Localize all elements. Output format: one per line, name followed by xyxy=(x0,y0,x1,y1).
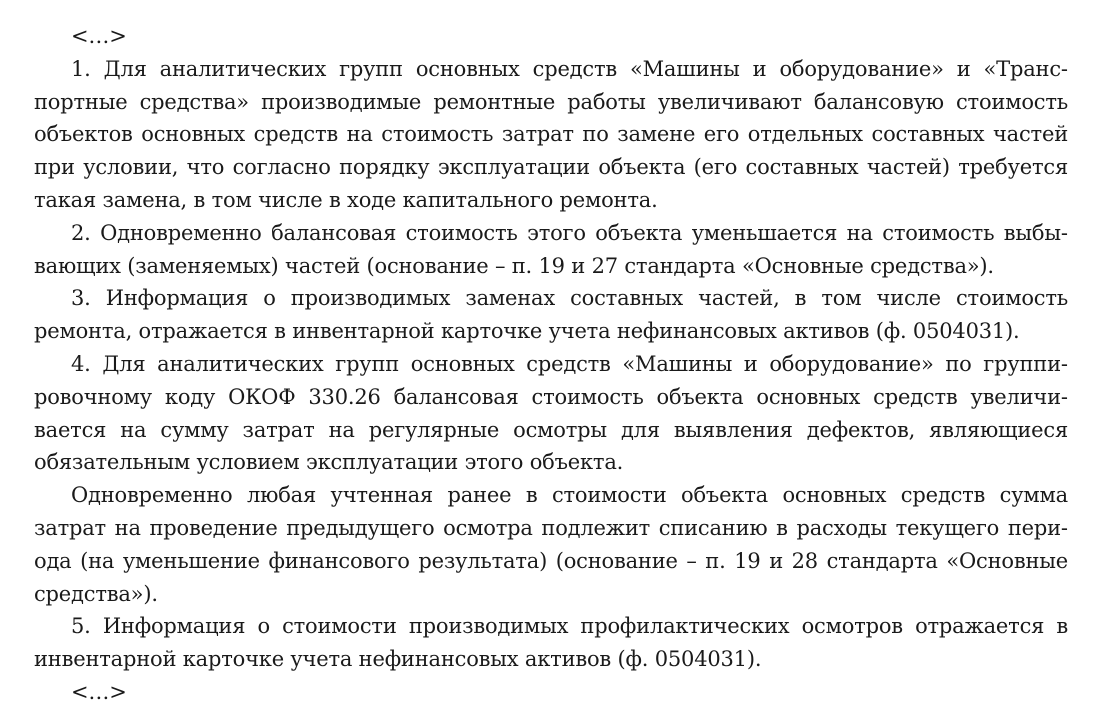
paragraph-1: 1. Для аналитических групп основных средств «Машины и оборудование» и «Транспортные средства» производимые ремонтные работы увеличивают балансовую стоимость объектов основных средств на стоимость затрат по замене его отдельных составных частей при условии, что согласно порядку эксплуатации объекта (его составных частей) требуется такая замена, в том числе в ходе капитального ремонта. xyxy=(34,56,1068,212)
document-body xyxy=(34,20,1068,709)
paragraph-2: 2. Одновременно балансовая стоимость этого объекта уменьшается на стоимость выбывающих (заменяемых) частей (основание – п. 19 и 27 стандарта «Основные средства»). xyxy=(34,220,1068,278)
paragraph-3: 3. Информация о производимых заменах составных частей, в том числе стоимость ремонта, отражается в инвентарной карточке учета нефинансовых активов (ф. 0504031). xyxy=(34,286,1068,344)
paragraph-4: 4. Для аналитических групп основных средств «Машины и оборудование» по группировочному коду ОКОФ 330.26 балансовая стоимость объекта основных средств увеличивается на сумму затрат на регулярные осмотры для выявления дефектов, являющиеся обязательным условием эксплуатации этого объекта. xyxy=(34,351,1068,475)
paragraph-5: 5. Информация о стоимости производимых профилактических осмотров отражается в инвентарной карточке учета нефинансовых активов (ф. 0504031). xyxy=(34,614,1068,672)
ellipsis-bottom: <…> xyxy=(71,679,127,704)
ellipsis-top: <…> xyxy=(71,24,127,48)
paragraph-4-continued: Одновременно любая учтенная ранее в стоимости объекта основных средств сумма затрат на проведение предыдущего осмотра подлежит списанию в расходы текущего периода (на уменьшение финансового результата) (основание – п. 19 и 28 стандарта «Основные средства»). xyxy=(34,483,1068,606)
